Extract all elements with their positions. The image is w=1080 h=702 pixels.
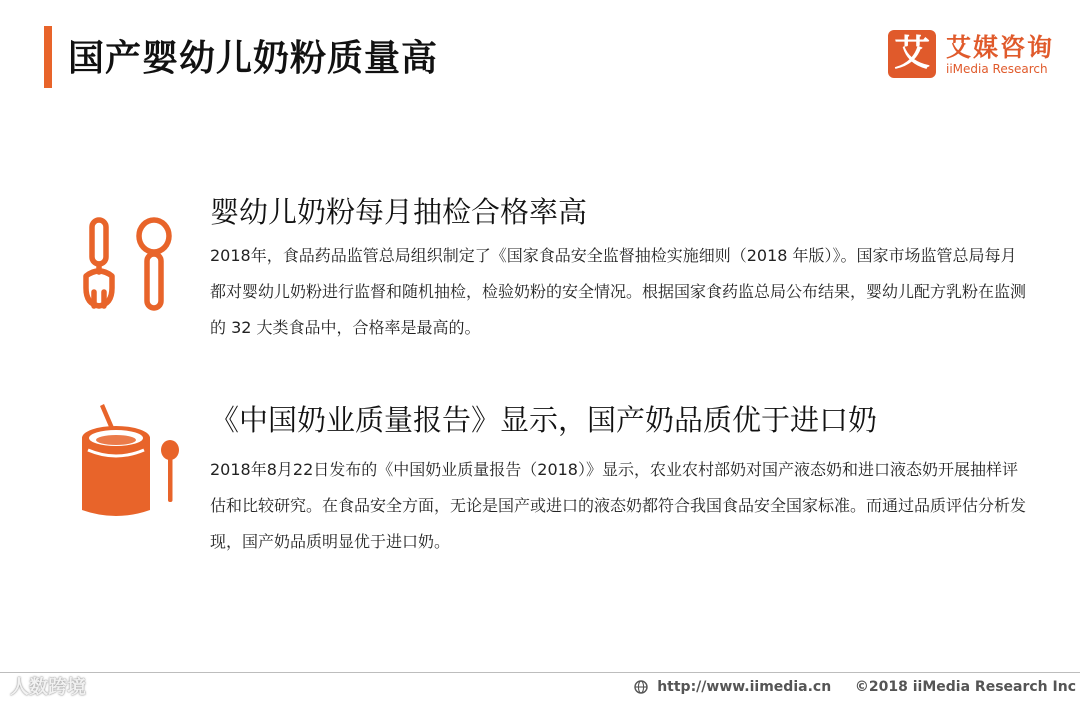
footer-copyright: ©2018 iiMedia Research Inc: [854, 679, 1076, 695]
section-heading: 婴幼儿奶粉每月抽检合格率高: [210, 195, 588, 229]
iimedia-logo: [888, 30, 1068, 82]
footer-source: [634, 679, 1076, 695]
section-body: 2018年8月22日发布的《中国奶业质量报告（2018）》显示，农业农村部奶对国产液态奶和进口液态奶开展抽样评估和比较研究。在食品安全方面，无论是国产或进口的液态奶都符合我国食品安全国家标准。而通过品质评估分析发现，国产奶品质明显优于进口奶。: [210, 460, 1027, 551]
watermark: 人数跨境: [10, 676, 87, 698]
footer-url[interactable]: http://www.iimedia.cn: [657, 679, 832, 695]
logo-mark: 艾: [888, 30, 936, 78]
milk-powder-can-icon: [78, 402, 188, 520]
section-body: 2018年，食品药品监管总局组织制定了《国家食品安全监督抽检实施细则（2018 年版）》。国家市场监管总局每月都对婴幼儿奶粉进行监督和随机抽检，检验奶粉的安全情况。根据国家食药监总局公布结果，婴幼儿配方乳粉在监测的 32 大类食品中，合格率是最高的。: [210, 246, 1027, 337]
footer-divider: [0, 672, 1080, 673]
fork-spoon-icon: [78, 216, 178, 312]
logo-english-name: iiMedia Research: [946, 62, 1048, 76]
section-heading: 《中国奶业质量报告》显示，国产奶品质优于进口奶: [210, 403, 878, 437]
title-accent-bar: [44, 26, 52, 88]
globe-icon: [634, 680, 648, 694]
page-title: 国产婴幼儿奶粉质量高: [68, 38, 439, 79]
logo-chinese-name: 艾媒咨询: [946, 33, 1055, 62]
